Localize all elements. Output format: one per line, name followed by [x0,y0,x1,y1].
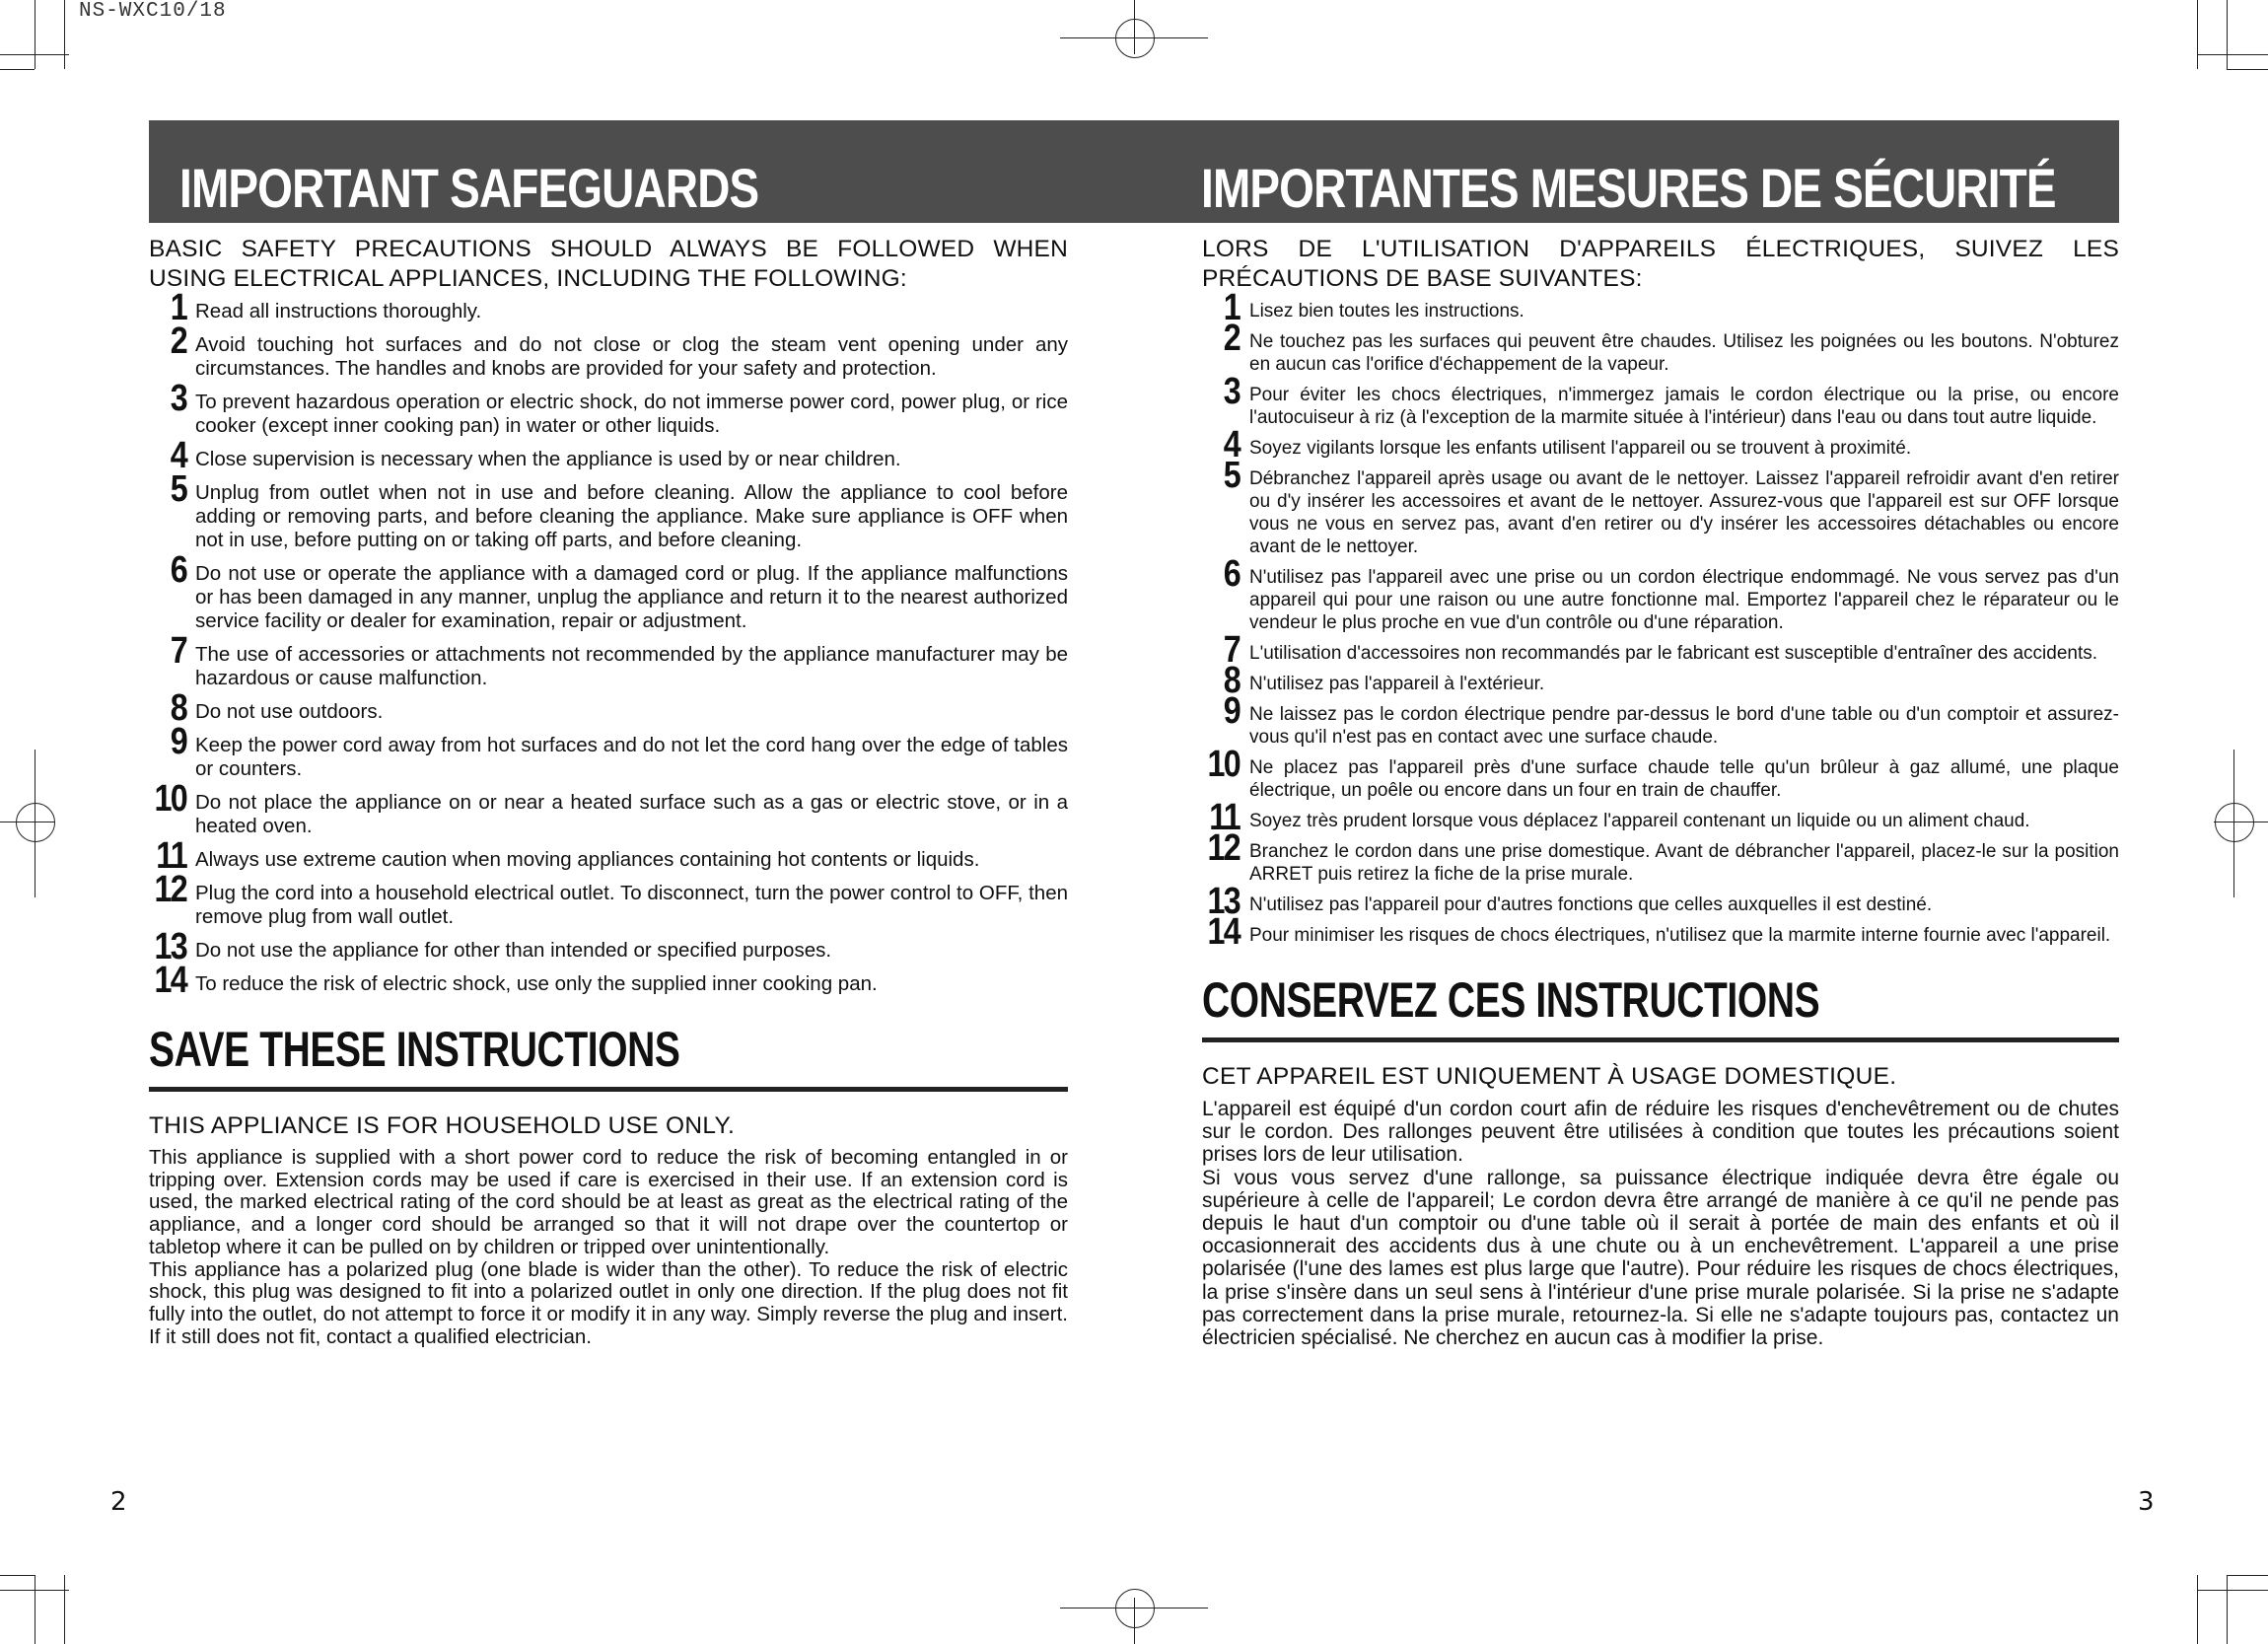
item-number: 5 [1223,455,1240,496]
item-number: 7 [170,630,186,672]
list-item [149,549,1068,633]
list-item [149,287,1068,328]
list-item [1202,690,2119,749]
item-text: Débranchez l'appareil après usage ou avant de le nettoyer. Laissez l'appareil refroidir avant d'en retirer ou d'y insérer les accessoires et avant de le nettoyer. Assurez-vous que l'appareil est sur OFF lorsque vous ne vous en servez pas, avant d'en retirer ou d'y insérer les accessoires détachables ou encore avant de le nettoyer. [1249,468,2119,557]
item-text: Do not use or operate the appliance with a damaged cord or plug. If the appliance malfunctions or has been damaged in any manner, unplug the appliance and return it to the nearest authorized service facility or dealer for examination, repair or adjustment. [195,562,1068,632]
list-item [149,926,1068,967]
save-instructions-heading: SAVE THESE INSTRUCTIONS [149,1022,680,1077]
intro-text: LORS DE L'UTILISATION D'APPAREILS ÉLECTRIQUES, SUIVEZ LES PRÉCAUTIONS DE BASE SUIVANTES: [1202,236,2119,292]
list-item [1202,318,2119,376]
item-number: 8 [1223,660,1240,701]
item-text: Pour éviter les chocs électriques, n'immergez jamais le cordon électrique ou la prise, ou encore l'autocuiseur à riz (à l'exception de la marmite située à l'intérieur) dans l'eau ou dans tout autre liquide. [1249,385,2119,428]
safeguards-list [1202,287,2119,953]
plug-paragraph: Si vous vous servez d'une rallonge, sa puissance électrique indiquée devra être égale ou supérieure à celle de l'appareil; Le cordon devra être arrangé de manière à ce qu'il ne pende pas depuis le haut d'un comptoir ou d'une table où il serait à portée de main des enfants et où il occasionnerait des accidents dus à une chute ou à un enchevêtrement. L'appareil a une prise polarisée (l'une des lames est plus large que l'autre). Pour réduire les risques de chocs électriques, la prise s'insère dans un seul sens à l'intérieur d'une prise murale polarisée. Si la prise ne s'adapte pas correctement dans la prise murale, retournez-la. Si elle ne s'adapte toujours pas, contactez un électricien spécialisé. Ne cherchez en aucun cas à modifier la prise. [1202,1166,2119,1350]
list-item [1202,744,2119,802]
item-number: 5 [170,468,186,510]
save-instructions-heading: CONSERVEZ CES INSTRUCTIONS [1202,972,1820,1028]
english-column [149,235,1068,1348]
list-item [1202,827,2119,886]
list-item [1202,553,2119,634]
item-text: N'utilisez pas l'appareil avec une prise ou un cordon électrique endommagé. Ne vous servez pas d'un appareil qui pour une raison ou une autre fonctionne mal. Emportez l'appareil chez le réparateur ou le vendeur le plus proche en vue d'un contrôle ou d'une réparation. [1249,567,2119,633]
heading-rule [149,1087,1068,1092]
item-text: L'utilisation d'accessoires non recommandés par le fabricant est susceptible d'entraîner des accidents. [1249,643,2098,664]
item-number: 3 [170,378,186,419]
item-number: 4 [1223,424,1240,465]
plug-paragraph: This appliance has a polarized plug (one blade is wider than the other). To reduce the risk of electric shock, this plug was designed to fit into a polarized outlet in only one direction. If the plug does not fit fully into the outlet, do not attempt to force it or modify it in any way. Simply reverse the plug and insert. If it still does not fit, contact a qualified electrician. [149,1257,1068,1348]
item-number: 6 [1223,553,1240,595]
item-text: N'utilisez pas l'appareil à l'extérieur. [1249,674,1545,694]
item-number: 11 [156,835,186,877]
safeguards-list [149,287,1068,1001]
item-number: 1 [1223,287,1240,328]
list-item [149,378,1068,438]
item-number: 9 [170,721,186,762]
item-text: Keep the power cord away from hot surfaces and do not let the cord hang over the edge of tables or counters. [195,734,1068,780]
list-item [149,321,1068,381]
list-item [1202,911,2119,953]
item-text: Ne laissez pas le cordon électrique pendre par-dessus le bord d'une table ou d'un comptoir et assurez-vous qu'il n'est pas en contact avec une surface chaude. [1249,704,2119,748]
item-text: To reduce the risk of electric shock, use only the supplied inner cooking pan. [195,972,878,995]
list-item [1202,881,2119,922]
item-number: 14 [154,960,186,1001]
household-use-heading: CET APPAREIL EST UNIQUEMENT À USAGE DOMESTIQUE. [1202,1063,1897,1090]
page-number-left: 2 [110,1487,127,1517]
item-number: 3 [1223,371,1240,412]
item-number: 13 [154,926,186,967]
item-text: Read all instructions thoroughly. [195,300,482,322]
item-text: Do not place the appliance on or near a heated surface such as a gas or electric stove, or in a heated oven. [195,791,1068,837]
list-item [1202,797,2119,838]
item-number: 7 [1223,629,1240,671]
item-text: N'utilisez pas l'appareil pour d'autres fonctions que celles auxquelles il est destiné. [1249,894,1933,915]
list-item [1202,424,2119,465]
item-text: Do not use outdoors. [195,700,384,723]
list-item [149,869,1068,929]
item-text: Soyez vigilants lorsque les enfants utilisent l'appareil ou se trouvent à proximité. [1249,438,1912,459]
household-use-heading: THIS APPLIANCE IS FOR HOUSEHOLD USE ONLY. [149,1112,736,1139]
cord-paragraph: L'appareil est équipé d'un cordon court afin de réduire les risques d'enchevêtrement ou de chutes sur le cordon. Des rallonges peuvent être utilisées à condition que toutes les précautions soient prises lors de leur utilisation. [1202,1098,2119,1167]
list-item [149,630,1068,690]
list-item [149,468,1068,552]
item-number: 14 [1207,911,1240,953]
item-number: 6 [170,549,186,591]
list-item [149,435,1068,476]
item-number: 1 [170,287,186,328]
item-number: 2 [170,321,186,362]
item-text: Unplug from outlet when not in use and before cleaning. Allow the appliance to cool before adding or removing parts, and before cleaning the appliance. Make sure appliance is OFF when not in use, before putting on or taking off parts, and before cleaning. [195,481,1068,551]
item-text: Avoid touching hot surfaces and do not close or clog the steam vent opening under any circumstances. The handles and knobs are provided for your safety and protection. [195,333,1068,380]
list-item [1202,629,2119,671]
item-number: 11 [1209,797,1240,838]
item-number: 4 [170,435,186,476]
list-item [149,778,1068,838]
item-text: Ne placez pas l'appareil près d'une surface chaude telle qu'un brûleur à gaz allumé, une plaque électrique, un poêle ou encore dans un four en train de chauffer. [1249,757,2119,801]
header-banner [149,120,2119,223]
item-text: Branchez le cordon dans une prise domestique. Avant de débrancher l'appareil, placez-le sur la position ARRET puis retirez la fiche de la prise murale. [1249,841,2119,885]
file-label: NS-WXC10/18 [79,0,227,23]
item-text: The use of accessories or attachments not recommended by the appliance manufacturer may be hazardous or cause malfunction. [195,643,1068,689]
list-item [149,721,1068,781]
item-text: Do not use the appliance for other than intended or specified purposes. [195,939,832,962]
banner-title-french: IMPORTANTES MESURES DE SÉCURITÉ [1201,157,2056,219]
item-number: 2 [1223,318,1240,359]
list-item [1202,371,2119,429]
list-item [149,835,1068,877]
item-text: To prevent hazardous operation or electric shock, do not immerse power cord, power plug, or rice cooker (except inner cooking pan) in water or other liquids. [195,391,1068,437]
item-number: 10 [154,778,186,820]
list-item [1202,455,2119,558]
item-number: 9 [1223,690,1240,732]
item-text: Plug the cord into a household electrical outlet. To disconnect, turn the power control to OFF, then remove plug from wall outlet. [195,882,1068,928]
item-number: 12 [154,869,186,910]
banner-title-english: IMPORTANT SAFEGUARDS [179,157,759,219]
item-text: Soyez très prudent lorsque vous déplacez l'appareil contenant un liquide ou un aliment chaud. [1249,811,2030,831]
list-item [149,960,1068,1001]
french-column [1202,235,2119,1349]
item-number: 8 [170,687,186,729]
intro-text: BASIC SAFETY PRECAUTIONS SHOULD ALWAYS BE FOLLOWED WHEN USING ELECTRICAL APPLIANCES, INCLUDING THE FOLLOWING: [149,236,1068,292]
item-text: Ne touchez pas les surfaces qui peuvent être chaudes. Utilisez les poignées ou les boutons. N'obturez en aucun cas l'orifice d'échappement de la vapeur. [1249,331,2119,375]
item-number: 12 [1207,827,1240,869]
list-item [1202,660,2119,701]
cord-paragraph: This appliance is supplied with a short power cord to reduce the risk of becoming entangled in or tripping over. Extension cords may be used if care is exercised in their use. If an extension cord is used, the marked electrical rating of the cord should be at least as great as the electrical rating of the appliance, and a longer cord should be arranged so that it will not drape over the countertop or tabletop where it can be pulled on by children or tripped over unintentionally. [149,1146,1068,1258]
item-text: Lisez bien toutes les instructions. [1249,301,1524,322]
item-text: Always use extreme caution when moving appliances containing hot contents or liquids. [195,848,980,871]
item-text: Close supervision is necessary when the appliance is used by or near children. [195,448,901,470]
heading-rule [1202,1037,2119,1042]
item-number: 10 [1207,744,1240,785]
item-number: 13 [1207,881,1240,922]
page-number-right: 3 [2138,1487,2155,1517]
list-item [149,687,1068,729]
item-text: Pour minimiser les risques de chocs électriques, n'utilisez que la marmite interne fournie avec l'appareil. [1249,925,2111,946]
list-item [1202,287,2119,328]
